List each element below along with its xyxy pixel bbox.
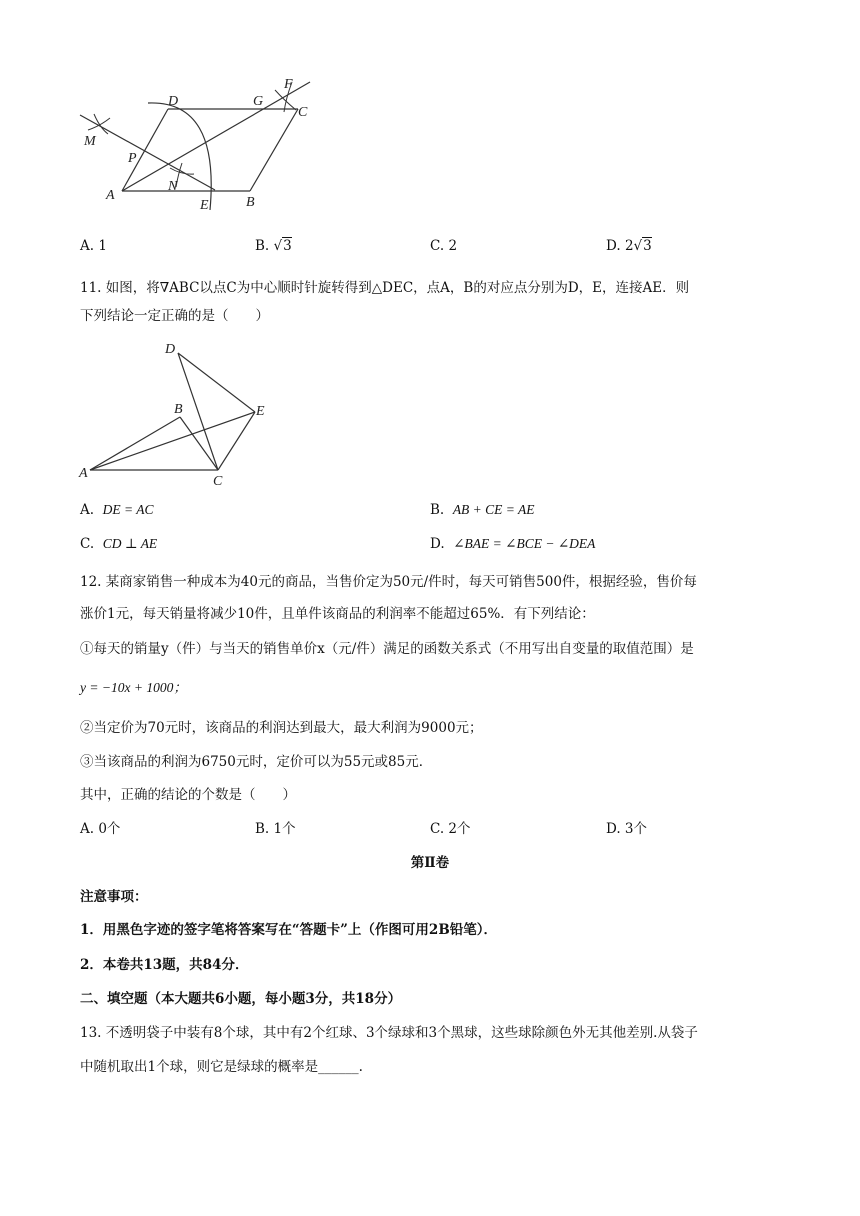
- q11-option-c[interactable]: [80, 536, 157, 552]
- q11-option-a[interactable]: [80, 502, 154, 518]
- figure-line-dc: [178, 353, 218, 470]
- note-2: 2．本卷共13题，共84分．: [80, 957, 249, 973]
- option-label: B.: [430, 502, 445, 518]
- figure-line-ad: [122, 109, 168, 191]
- q12-option-b[interactable]: B. 1个: [255, 821, 296, 837]
- label-d: D: [168, 94, 179, 109]
- option-label: A.: [80, 238, 95, 254]
- q13-line1: 13. 不透明袋子中装有8个球，其中有2个红球、3个绿球和3个黑球，这些球除颜色外无其他差别.从袋子: [80, 1025, 698, 1041]
- notes-heading: 注意事项：: [80, 889, 148, 905]
- label-g: G: [253, 94, 264, 109]
- option-text: DE = AC: [102, 502, 154, 517]
- q10-option-a[interactable]: [80, 238, 107, 254]
- q12-item1-line2: y = −10x + 1000；: [80, 680, 187, 695]
- label-n: N: [168, 179, 178, 194]
- label-c: C: [298, 105, 308, 120]
- parallelogram-construction-figure: [70, 70, 330, 220]
- option-label: D.: [606, 238, 621, 254]
- q13-line2: 中随机取出1个球，则它是绿球的概率是______.: [80, 1059, 363, 1075]
- q12-item1-line1: ①每天的销量y（件）与当天的销售单价x（元/件）满足的函数关系式（不用写出自变量的取值范围）是: [80, 641, 694, 657]
- label-e: E: [256, 404, 265, 419]
- q10-option-d[interactable]: [606, 238, 652, 254]
- rotation-figure: [75, 335, 285, 495]
- fill-in-heading: 二、填空题（本大题共6小题，每小题3分，共18分）: [80, 991, 402, 1007]
- figure-line-de: [178, 353, 255, 412]
- q11-option-b[interactable]: [430, 502, 535, 518]
- label-p: P: [128, 151, 137, 166]
- label-f: F: [284, 77, 293, 92]
- label-b: B: [246, 195, 255, 210]
- q11-line1: 11. 如图，将∇ABC以点C为中心顺时针旋转得到△DEC，点A，B的对应点分别为D，E，连接AE．则: [80, 280, 690, 296]
- label-d: D: [165, 342, 176, 357]
- option-label: B.: [255, 238, 270, 254]
- option-radicand: 3: [643, 238, 652, 254]
- figure-line-bc: [250, 109, 298, 191]
- note-1: 1．用黑色字迹的签字笔将答案写在“答题卡”上（作图可用2B铅笔）．: [80, 922, 497, 938]
- q10-option-b[interactable]: [255, 238, 292, 254]
- figure-arc-de: [148, 103, 211, 210]
- sqrt-sign: √: [273, 238, 283, 254]
- q12-option-a[interactable]: A. 0个: [80, 821, 121, 837]
- option-label: D.: [430, 536, 445, 552]
- option-text: CD ⊥ AE: [102, 536, 158, 551]
- option-value: 1: [98, 238, 107, 254]
- figure-line-bc: [180, 417, 218, 470]
- q12-line1: 12. 某商家销售一种成本为40元的商品，当售价定为50元/件时，每天可销售500件，根据经验，售价每: [80, 574, 697, 590]
- q10-option-c[interactable]: [430, 238, 457, 254]
- option-text: ∠BAE = ∠BCE − ∠DEA: [453, 536, 596, 551]
- label-m: M: [84, 134, 96, 149]
- q11-line2: 下列结论一定正确的是（ ）: [80, 308, 269, 324]
- option-text: AB + CE = AE: [452, 502, 535, 517]
- q12-item3: ③当该商品的利润为6750元时，定价可以为55元或85元．: [80, 754, 433, 770]
- q11-option-d[interactable]: [430, 536, 595, 552]
- option-label: C.: [430, 238, 445, 254]
- q12-option-d[interactable]: D. 3个: [606, 821, 648, 837]
- figure-line-ae: [90, 412, 255, 470]
- q12-line2: 涨价1元，每天销量将减少10件，且单件该商品的利润率不能超过65%．有下列结论：: [80, 606, 595, 622]
- label-b: B: [174, 402, 183, 417]
- label-a: A: [106, 188, 115, 203]
- section-title: 第Ⅱ卷: [410, 855, 450, 871]
- q12-option-c[interactable]: C. 2个: [430, 821, 471, 837]
- option-radicand: 3: [283, 238, 292, 254]
- label-c: C: [213, 474, 223, 489]
- figure-line-ec: [218, 412, 255, 470]
- label-a: A: [79, 466, 88, 481]
- q12-question: 其中，正确的结论的个数是（ ）: [80, 787, 296, 803]
- q12-item2: ②当定价为70元时，该商品的利润达到最大，最大利润为9000元；: [80, 720, 483, 736]
- option-value: 2: [448, 238, 458, 254]
- label-e: E: [200, 198, 209, 213]
- option-coef: 2: [624, 238, 634, 254]
- option-label: A.: [80, 502, 95, 518]
- option-label: C.: [80, 536, 95, 552]
- sqrt-sign: √: [633, 238, 643, 254]
